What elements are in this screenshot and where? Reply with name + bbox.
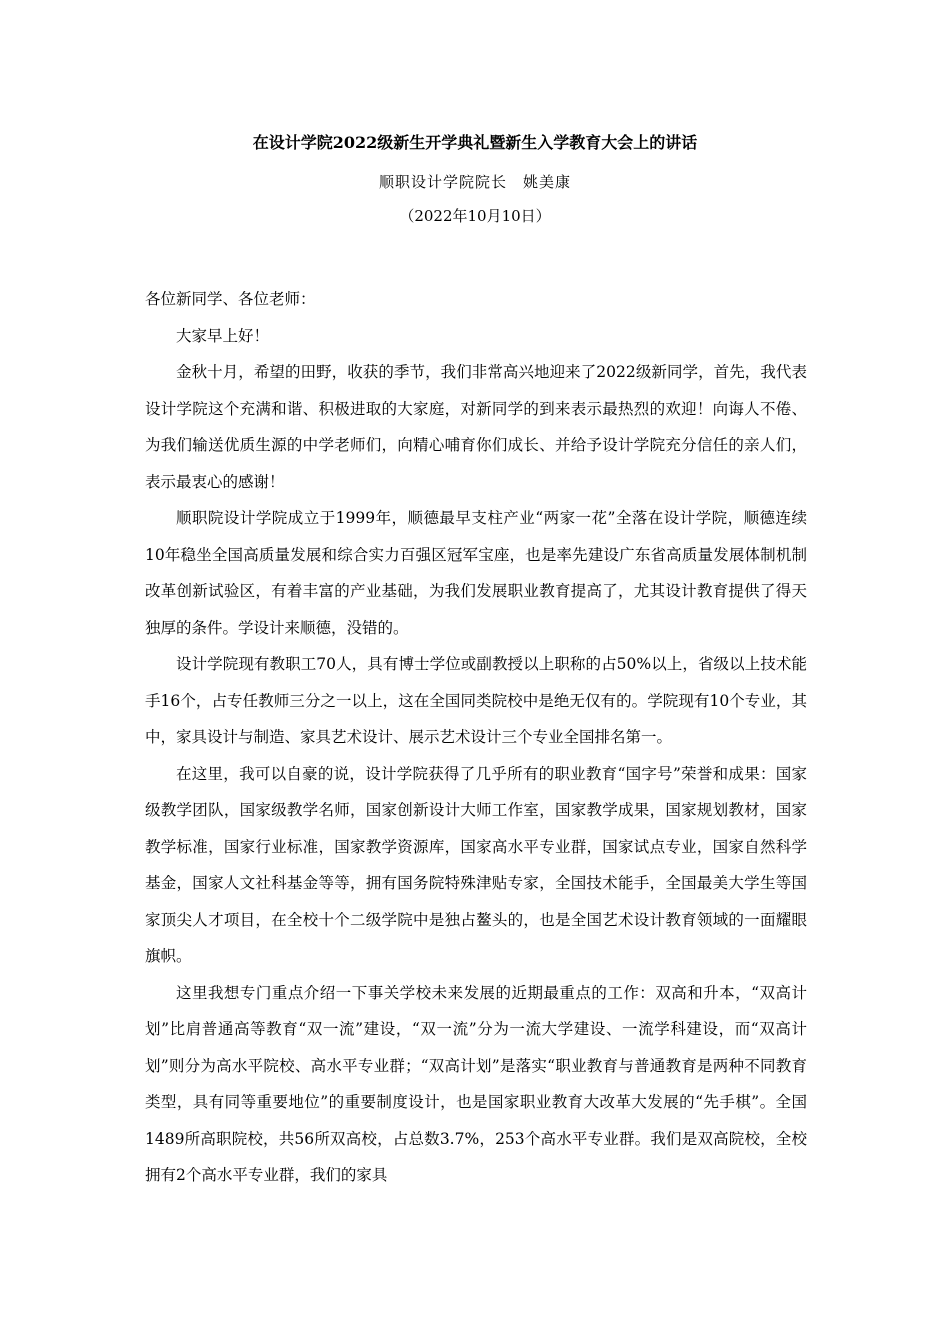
document-body [145,281,807,1194]
document-date: （2022年10月10日） [399,207,551,225]
paragraph: 设计学院现有教职工70人，具有博士学位或副教授以上职称的占50%以上，省级以上技术能手16个，占专任教师三分之一以上，这在全国同类院校中是绝无仅有的。学院现有10个专业，其中，家具设计与制造、家具艺术设计、展示艺术设计三个专业全国排名第一。 [145,655,807,746]
document-author: 顺职设计学院院长 姚美康 [378,173,571,191]
salutation: 各位新同学、各位老师： [145,290,316,308]
paragraph-greeting: 大家早上好！ [176,326,270,345]
paragraph: 这里我想专门重点介绍一下事关学校未来发展的近期最重点的工作：双高和升本，“双高计划”比肩普通高等教育“双一流”建设，“双一流”分为一流大学建设、一流学科建设，而“双高计划”则分为高水平院校、高水平专业群；“双高计划”是落实“职业教育与普通教育是两种不同教育类型，具有同等重要地位”的重要制度设计，也是国家职业教育大改革大发展的“先手棋”。全国1489所高职院校，共56所双高校，占总数3.7%，253个高水平专业群。我们是双高院校，全校拥有2个高水平专业群，我们的家具 [145,983,807,1184]
document-title: 在设计学院2022级新生开学典礼暨新生入学教育大会上的讲话 [252,133,698,152]
paragraph: 在这里，我可以自豪的说，设计学院获得了几乎所有的职业教育“国字号”荣誉和成果：国家级教学团队，国家级教学名师，国家创新设计大师工作室，国家教学成果，国家规划教材，国家教学标准，国家行业标准，国家教学资源库，国家高水平专业群，国家试点专业，国家自然科学基金，国家人文社科基金等等，拥有国务院特殊津贴专家，全国技术能手，全国最美大学生等国家顶尖人才项目，在全校十个二级学院中是独占鳌头的，也是全国艺术设计教育领域的一面耀眼旗帜。 [145,764,807,965]
paragraph: 顺职院设计学院成立于1999年，顺德最早支柱产业“两家一花”全落在设计学院，顺德连续10年稳坐全国高质量发展和综合实力百强区冠军宝座，也是率先建设广东省高质量发展体制机制改革创新试验区，有着丰富的产业基础，为我们发展职业教育提高了，尤其设计教育提供了得天独厚的条件。学设计来顺德，没错的。 [145,509,807,637]
paragraph: 金秋十月，希望的田野，收获的季节，我们非常高兴地迎来了2022级新同学，首先，我代表设计学院这个充满和谐、积极进取的大家庭，对新同学的到来表示最热烈的欢迎！向诲人不倦、为我们输送优质生源的中学老师们，向精心哺育你们成长、并给予设计学院充分信任的亲人们，表示最衷心的感谢！ [145,363,807,491]
